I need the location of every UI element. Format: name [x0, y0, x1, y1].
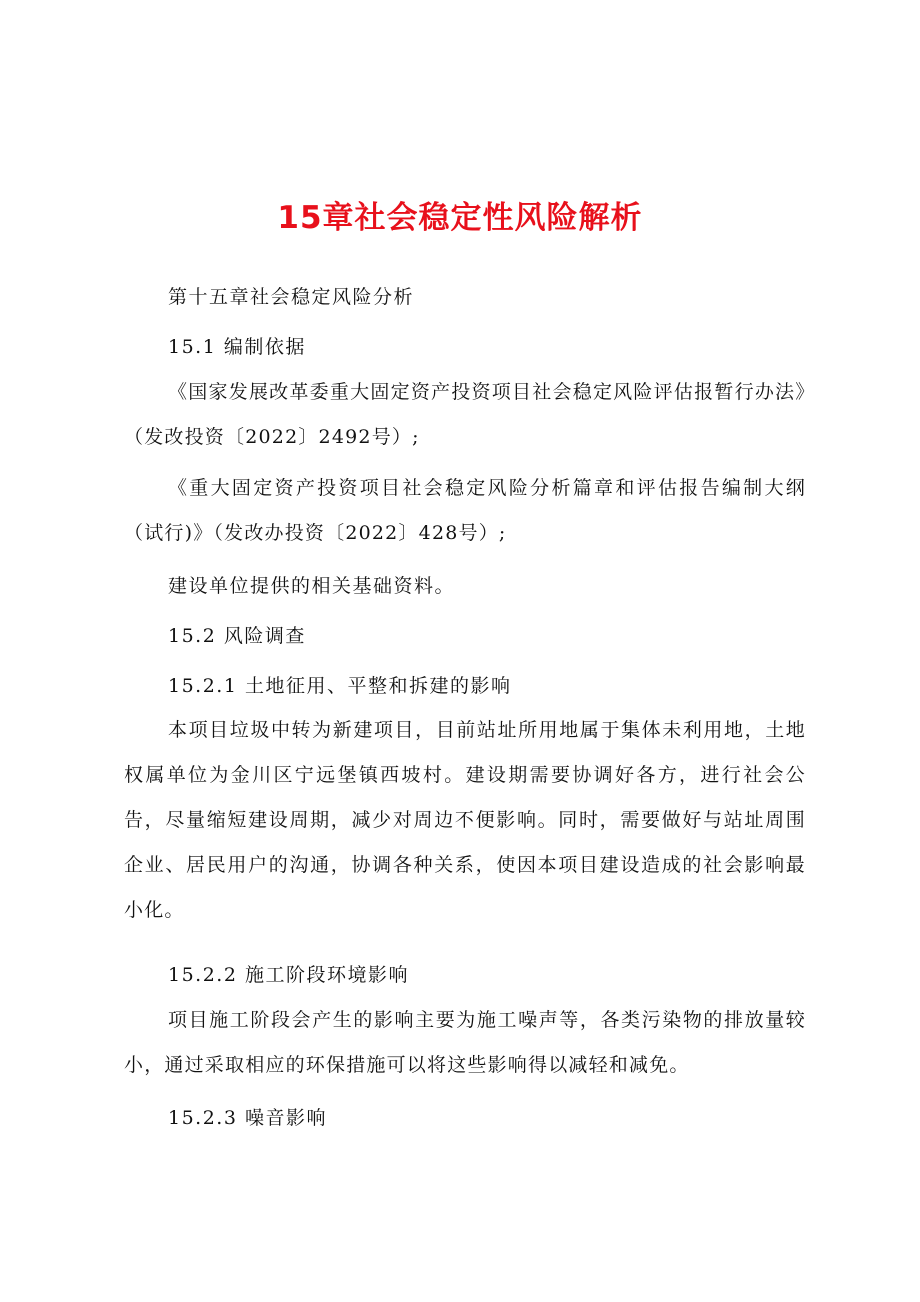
document-title: 15章社会稳定性风险解析 [277, 200, 643, 236]
basis-paragraph-1: 《国家发展改革委重大固定资产投资项目社会稳定风险评估报暂行办法》（发改投资〔2022〕2492号）; [124, 381, 806, 448]
chapter-heading: 第十五章社会稳定风险分析 [168, 286, 415, 308]
section-heading-15-2: 15.2 风险调查 [168, 625, 306, 647]
section-heading-15-2-3: 15.2.3 噪音影响 [168, 1107, 327, 1129]
land-impact-paragraph: 本项目垃圾中转为新建项目，目前站址所用地属于集体未利用地，土地权属单位为金川区宁远堡镇西坡村。建设期需要协调好各方，进行社会公告，尽量缩短建设周期，减少对周边不便影响。同时，需要做好与站址周围企业、居民用户的沟通，协调各种关系，使因本项目建设造成的社会影响最小化。 [124, 719, 806, 921]
construction-impact-paragraph: 项目施工阶段会产生的影响主要为施工噪声等，各类污染物的排放量较小，通过采取相应的环保措施可以将这些影响得以减轻和减免。 [124, 1009, 806, 1076]
basis-paragraph-2: 《重大固定资产投资项目社会稳定风险分析篇章和评估报告编制大纲（试行)》（发改办投资〔2022〕428号）; [124, 477, 806, 544]
section-heading-15-2-2: 15.2.2 施工阶段环境影响 [168, 964, 409, 986]
section-heading-15-1: 15.1 编制依据 [168, 336, 306, 358]
section-heading-15-2-1: 15.2.1 土地征用、平整和拆建的影响 [168, 675, 512, 697]
basis-paragraph-3: 建设单位提供的相关基础资料。 [168, 575, 456, 597]
